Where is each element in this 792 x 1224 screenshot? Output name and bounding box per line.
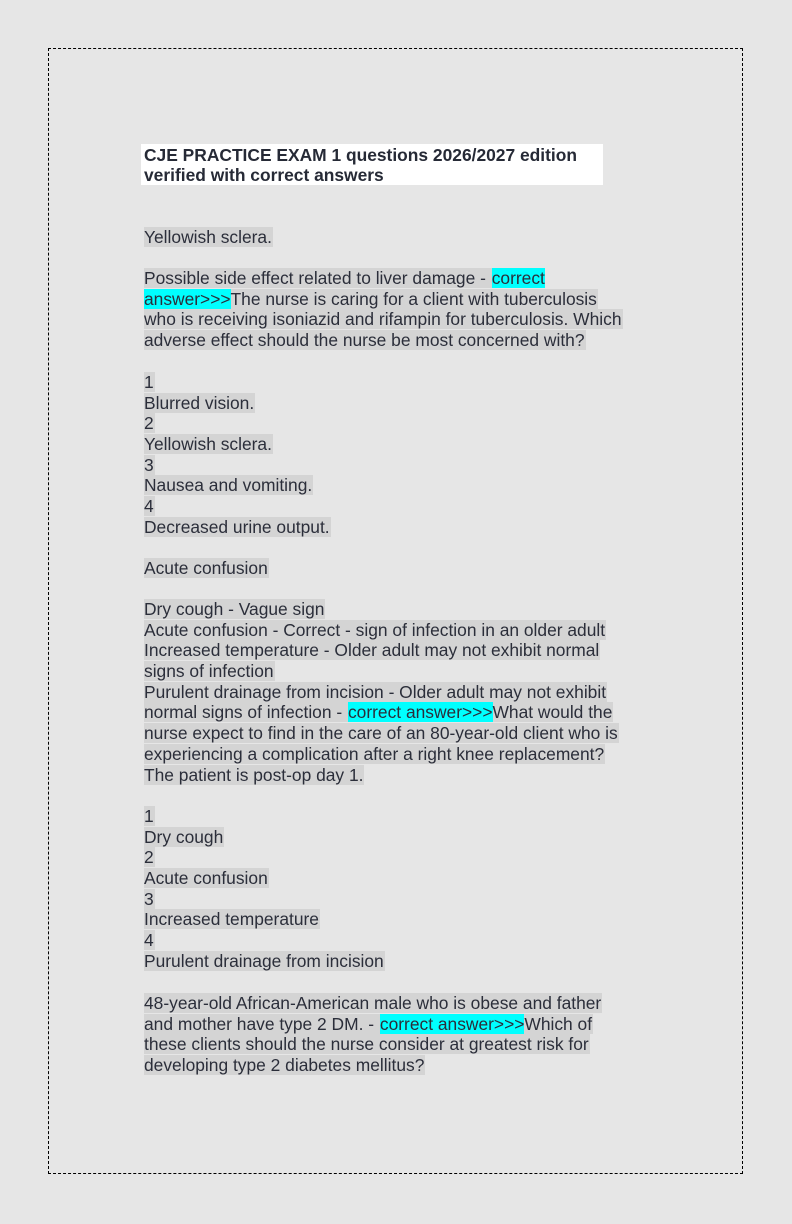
- option-text: Nausea and vomiting.: [144, 475, 313, 496]
- document-title: [144, 145, 577, 185]
- q1-question-text: who is receiving isoniazid and rifampin for tuberculosis. Which: [144, 309, 622, 330]
- q2-answer-heading-block: [144, 558, 269, 579]
- q3-rationale-text: 48-year-old African-American male who is obese and father: [144, 993, 602, 1013]
- option-number: 4: [144, 496, 154, 517]
- q2-answer-heading: Acute confusion: [144, 558, 268, 578]
- q2-question-block: [144, 599, 619, 785]
- q1-rationale-text: Possible side effect related to liver damage -: [144, 268, 491, 288]
- q1-question-block: [144, 268, 623, 351]
- option-text: Acute confusion: [144, 868, 268, 889]
- title-line-1: CJE PRACTICE EXAM 1 questions 2026/2027 edition: [144, 145, 577, 165]
- option-number: 1: [144, 372, 154, 392]
- q1-question-text: adverse effect should the nurse be most concerned with?: [144, 330, 585, 351]
- q1-options: [144, 372, 331, 538]
- answer-marker: correct answer>>>: [379, 1013, 525, 1034]
- q2-options: [144, 806, 385, 972]
- q2-question-text: nurse expect to find in the care of an 80-year-old client who is: [144, 723, 618, 744]
- option-text: Yellowish sclera.: [144, 434, 272, 455]
- answer-marker: answer>>>: [144, 288, 231, 309]
- option-text: Blurred vision.: [144, 392, 255, 413]
- option-number: 2: [144, 413, 154, 434]
- q3-question-text: these clients should the nurse consider at greatest risk for: [144, 1034, 589, 1055]
- q2-question-text: What would the: [492, 702, 613, 723]
- q2-question-text: experiencing a complication after a right knee replacement?: [144, 743, 605, 764]
- q1-answer-heading: Yellowish sclera.: [144, 227, 272, 247]
- answer-marker: correct answer>>>: [347, 702, 493, 723]
- q2-rationale-text: Acute confusion - Correct - sign of infection in an older adult: [144, 619, 606, 640]
- q1-question-text: The nurse is caring for a client with tuberculosis: [230, 288, 597, 309]
- option-number: 3: [144, 888, 154, 909]
- title-line-2: verified with correct answers: [144, 165, 384, 185]
- q2-rationale-text: Increased temperature - Older adult may not exhibit normal: [144, 640, 600, 661]
- q3-question-text: Which of: [524, 1013, 593, 1034]
- option-text: Increased temperature: [144, 909, 319, 930]
- option-text: Decreased urine output.: [144, 516, 330, 537]
- q3-question-text: developing type 2 diabetes mellitus?: [144, 1055, 425, 1076]
- option-number: 1: [144, 806, 154, 826]
- option-text: Purulent drainage from incision: [144, 950, 384, 971]
- option-number: 4: [144, 930, 154, 951]
- option-text: Dry cough: [144, 826, 224, 847]
- q2-rationale-text: normal signs of infection -: [144, 702, 347, 723]
- q3-rationale-text: and mother have type 2 DM. -: [144, 1013, 379, 1034]
- q3-question-block: [144, 993, 602, 1076]
- q2-question-text: The patient is post-op day 1.: [144, 764, 364, 785]
- q2-rationale-text: Dry cough - Vague sign: [144, 599, 325, 619]
- option-number: 3: [144, 454, 154, 475]
- option-number: 2: [144, 847, 154, 868]
- answer-marker: correct: [491, 268, 545, 288]
- q2-rationale-text: Purulent drainage from incision - Older adult may not exhibit: [144, 681, 607, 702]
- q1-answer-heading-block: [144, 227, 273, 248]
- q2-rationale-text: signs of infection: [144, 661, 274, 682]
